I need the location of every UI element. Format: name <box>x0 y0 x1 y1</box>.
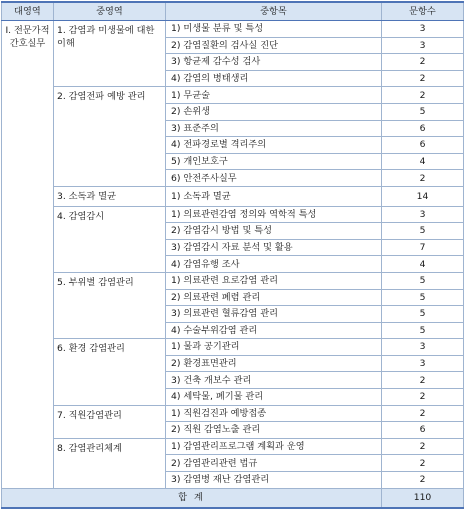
item-label: 3) 감염병 재난 감염관리 <box>166 472 382 489</box>
table-row <box>2 186 464 206</box>
item-count: 2 <box>382 54 464 71</box>
item-label: 2) 감염관리관련 법규 <box>166 455 382 472</box>
header-count: 문항수 <box>382 2 464 21</box>
total-label: 합 계 <box>2 488 382 508</box>
table-row <box>2 339 464 356</box>
dae-label: Ⅰ. 전문가적 간호실무 <box>2 21 54 489</box>
item-count: 2 <box>382 472 464 489</box>
item-count: 4 <box>382 256 464 273</box>
item-count: 2 <box>382 455 464 472</box>
item-label: 1) 의료관련 요로감염 관리 <box>166 272 382 289</box>
item-label: 4) 세탁물, 폐기물 관리 <box>166 389 382 406</box>
item-count: 5 <box>382 289 464 306</box>
item-label: 1) 의료관련감염 정의와 역학적 특성 <box>166 206 382 223</box>
item-count: 2 <box>382 70 464 87</box>
item-count: 5 <box>382 322 464 339</box>
item-label: 4) 감염유행 조사 <box>166 256 382 273</box>
item-count: 5 <box>382 272 464 289</box>
item-count: 4 <box>382 153 464 170</box>
item-count: 3 <box>382 355 464 372</box>
item-label: 2) 환경표면관리 <box>166 355 382 372</box>
total-value: 110 <box>382 488 464 508</box>
item-label: 3) 항균제 감수성 검사 <box>166 54 382 71</box>
item-count: 6 <box>382 137 464 154</box>
item-label: 5) 개인보호구 <box>166 153 382 170</box>
item-count: 7 <box>382 239 464 256</box>
table-body <box>2 21 464 489</box>
section-title: 2. 감염전파 예방 관리 <box>54 87 166 187</box>
item-count: 3 <box>382 206 464 223</box>
table-row <box>2 438 464 455</box>
section-title: 7. 직원감염관리 <box>54 405 166 438</box>
item-count: 3 <box>382 21 464 38</box>
item-label: 1) 소독과 멸균 <box>166 186 382 206</box>
table-row <box>2 206 464 223</box>
item-label: 4) 수술부위감염 관리 <box>166 322 382 339</box>
item-count: 2 <box>382 372 464 389</box>
item-label: 2) 손위생 <box>166 103 382 120</box>
item-count: 6 <box>382 120 464 137</box>
item-count: 5 <box>382 103 464 120</box>
item-count: 6 <box>382 422 464 439</box>
item-label: 6) 안전주사실무 <box>166 170 382 187</box>
table-row <box>2 272 464 289</box>
item-count: 2 <box>382 389 464 406</box>
table-row <box>2 405 464 422</box>
exam-blueprint-table <box>1 1 464 509</box>
item-label: 1) 물과 공기관리 <box>166 339 382 356</box>
item-count: 2 <box>382 405 464 422</box>
section-title: 4. 감염감시 <box>54 206 166 272</box>
item-count: 5 <box>382 223 464 240</box>
item-count: 2 <box>382 87 464 104</box>
section-title: 3. 소독과 멸균 <box>54 186 166 206</box>
section-title: 1. 감염과 미생물에 대한 이해 <box>54 21 166 87</box>
item-label: 1) 미생물 분류 및 특성 <box>166 21 382 38</box>
item-count: 5 <box>382 306 464 323</box>
section-title: 8. 감염관리체계 <box>54 438 166 488</box>
item-label: 1) 무균술 <box>166 87 382 104</box>
header-jung: 중영역 <box>54 2 166 21</box>
section-title: 5. 부위별 감염관리 <box>54 272 166 338</box>
item-label: 4) 전파경로별 격리주의 <box>166 137 382 154</box>
table-row <box>2 87 464 104</box>
table-row <box>2 21 464 38</box>
item-count: 2 <box>382 438 464 455</box>
item-count: 3 <box>382 37 464 54</box>
header-row <box>2 2 464 21</box>
item-label: 3) 감염감시 자료 분석 및 활용 <box>166 239 382 256</box>
item-label: 1) 감염관리프로그램 계획과 운영 <box>166 438 382 455</box>
item-label: 2) 감염질환의 검사실 진단 <box>166 37 382 54</box>
item-label: 3) 표준주의 <box>166 120 382 137</box>
item-count: 3 <box>382 339 464 356</box>
item-label: 1) 직원검진과 예방접종 <box>166 405 382 422</box>
item-label: 2) 의료관련 폐렴 관리 <box>166 289 382 306</box>
item-label: 4) 감염의 병태생리 <box>166 70 382 87</box>
section-title: 6. 환경 감염관리 <box>54 339 166 405</box>
item-label: 2) 감염감시 방법 및 특성 <box>166 223 382 240</box>
item-label: 2) 직원 감염노출 관리 <box>166 422 382 439</box>
item-label: 3) 건축 개보수 관리 <box>166 372 382 389</box>
header-sub: 중항목 <box>166 2 382 21</box>
item-count: 2 <box>382 170 464 187</box>
item-count: 14 <box>382 186 464 206</box>
header-dae: 대영역 <box>2 2 54 21</box>
item-label: 3) 의료관련 혈류감염 관리 <box>166 306 382 323</box>
